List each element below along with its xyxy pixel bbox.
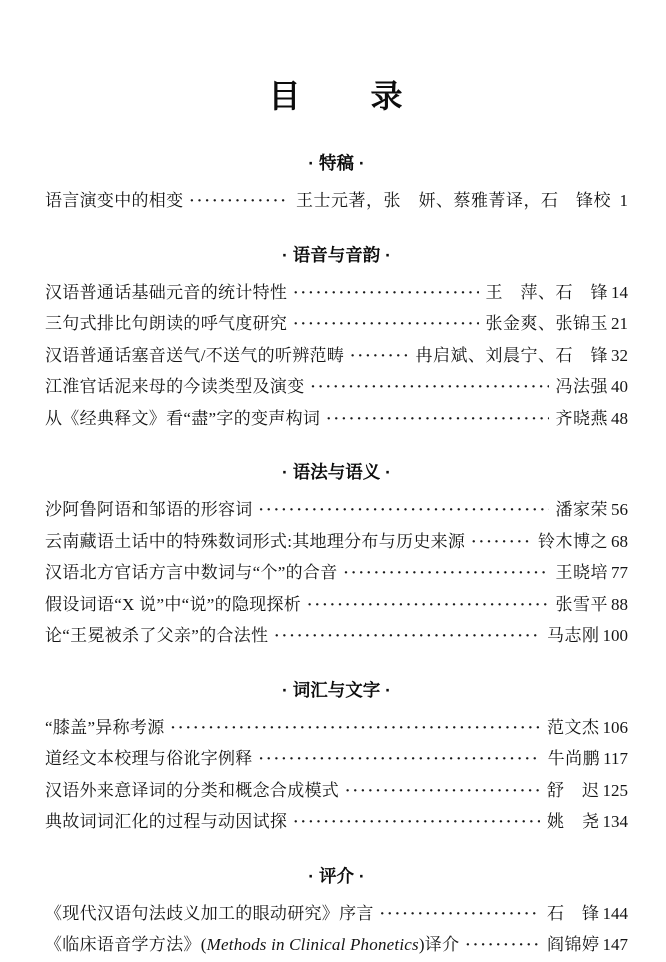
toc-entry bbox=[45, 186, 628, 218]
entry-author: 马志刚 bbox=[547, 626, 600, 645]
toc-entry bbox=[45, 744, 628, 776]
entry-title: 汉语普通话基础元音的统计特性 bbox=[45, 282, 288, 302]
section-heading: · 特稿 · bbox=[308, 153, 365, 173]
entry-title: 云南藏语土话中的特殊数词形式:其地理分布与历史来源 bbox=[45, 531, 466, 551]
entry-page-number: 1 bbox=[619, 191, 628, 210]
entry-title: 论“王冕被杀了父亲”的合法性 bbox=[45, 626, 269, 645]
dot-leader bbox=[259, 496, 549, 526]
section-reviews bbox=[45, 865, 628, 962]
entry-author: 铃木博之 bbox=[538, 531, 608, 551]
entry-page-number: 117 bbox=[603, 749, 628, 768]
entry-title: 汉语北方官话方言中数词与“个”的合音 bbox=[45, 563, 338, 582]
entry-page-number: 40 bbox=[611, 377, 628, 396]
dot-leader bbox=[345, 777, 540, 807]
entry-author: 牛尚鹏 bbox=[547, 749, 601, 768]
entry-author: 范文杰 bbox=[547, 717, 600, 737]
entry-author: 阎锦婷 bbox=[547, 935, 600, 954]
toc-entry bbox=[45, 404, 628, 436]
toc-entry bbox=[45, 495, 628, 527]
entry-page-number: 88 bbox=[611, 594, 628, 614]
entry-page-number: 147 bbox=[602, 935, 628, 954]
entry-title: 典故词词汇化的过程与动因试探 bbox=[45, 812, 288, 831]
dot-leader bbox=[350, 342, 408, 372]
section-lexicon-writing bbox=[45, 679, 628, 839]
entry-author: 潘家荣 bbox=[555, 500, 608, 519]
section-heading: · 语法与语义 · bbox=[282, 462, 391, 482]
section-heading: · 词汇与文字 · bbox=[282, 679, 391, 700]
toc-entry bbox=[45, 776, 628, 808]
toc-entry bbox=[45, 309, 628, 341]
entry-page-number: 32 bbox=[611, 345, 628, 365]
section-phonetics-phonology bbox=[45, 244, 628, 436]
dot-leader bbox=[293, 808, 540, 838]
entry-title-cjk: 《临床语音学方法》( bbox=[45, 935, 207, 954]
entry-author: 王士元著，张 妍、蔡雅菁译，石 锋校 bbox=[296, 191, 611, 210]
entry-author: 冯法强 bbox=[555, 377, 608, 396]
dot-leader bbox=[380, 900, 540, 930]
dot-leader bbox=[311, 373, 549, 403]
entry-author: 冉启斌、刘晨宁、石 锋 bbox=[415, 345, 608, 365]
entry-title-english-italic: Methods in Clinical Phonetics bbox=[206, 935, 419, 954]
entry-title: “膝盖”异称考源 bbox=[45, 717, 165, 737]
entry-author: 王晓培 bbox=[555, 563, 608, 582]
entry-title: 假设词语“X 说”中“说”的隐现探析 bbox=[45, 594, 302, 614]
toc-entry bbox=[45, 930, 628, 962]
entry-title: 汉语外来意译词的分类和概念合成模式 bbox=[45, 780, 340, 800]
entry-page-number: 134 bbox=[602, 812, 628, 831]
entry-author: 王 萍、石 锋 bbox=[485, 282, 608, 302]
entry-author: 张雪平 bbox=[555, 594, 608, 614]
toc-entry bbox=[45, 278, 628, 310]
toc-entry bbox=[45, 558, 628, 590]
entry-author: 舒 迟 bbox=[547, 780, 600, 800]
entry-title: 语言演变中的相变 bbox=[45, 191, 184, 210]
toc-entry bbox=[45, 899, 628, 931]
entry-page-number: 21 bbox=[611, 314, 628, 333]
toc-entry bbox=[45, 713, 628, 745]
entry-title: 江淮官话泥来母的今读类型及演变 bbox=[45, 377, 305, 396]
entry-title: 沙阿鲁阿语和邹语的形容词 bbox=[45, 500, 253, 519]
entry-page-number: 68 bbox=[611, 531, 628, 551]
dot-leader bbox=[307, 591, 548, 621]
dot-leader bbox=[344, 559, 549, 589]
toc-entry bbox=[45, 372, 628, 404]
entry-title: 道经文本校理与俗讹字例释 bbox=[45, 749, 253, 768]
entry-title bbox=[45, 930, 459, 960]
section-special-contribution bbox=[45, 152, 628, 218]
entry-title: 《现代汉语句法歧义加工的眼动研究》序言 bbox=[45, 903, 374, 923]
dot-leader bbox=[259, 745, 541, 775]
dot-leader bbox=[293, 279, 478, 309]
entry-page-number: 100 bbox=[602, 626, 628, 645]
dot-leader bbox=[189, 187, 289, 217]
dot-leader bbox=[293, 310, 478, 340]
toc-entry bbox=[45, 527, 628, 559]
section-grammar-semantics bbox=[45, 461, 628, 653]
entry-title: 汉语普通话塞音送气/不送气的听辨范畴 bbox=[45, 345, 345, 365]
dot-leader bbox=[274, 622, 540, 652]
toc-entry bbox=[45, 341, 628, 373]
entry-author: 石 锋 bbox=[547, 903, 600, 923]
entry-title: 从《经典释文》看“盡”字的变声构词 bbox=[45, 408, 321, 428]
dot-leader bbox=[465, 931, 540, 961]
entry-title-cjk: )译介 bbox=[418, 935, 460, 954]
entry-title: 三句式排比句朗读的呼气度研究 bbox=[45, 314, 288, 333]
entry-page-number: 56 bbox=[611, 500, 628, 519]
section-heading: · 评介 · bbox=[308, 865, 365, 886]
entry-page-number: 14 bbox=[611, 282, 628, 302]
entry-page-number: 48 bbox=[611, 408, 628, 428]
entry-page-number: 106 bbox=[602, 717, 628, 737]
dot-leader bbox=[326, 405, 548, 435]
entry-page-number: 125 bbox=[602, 780, 628, 800]
entry-author: 张金爽、张锦玉 bbox=[485, 314, 608, 333]
dot-leader bbox=[471, 528, 531, 558]
entry-page-number: 77 bbox=[611, 563, 628, 582]
dot-leader bbox=[171, 714, 541, 744]
toc-entry bbox=[45, 590, 628, 622]
entry-author: 齐晓燕 bbox=[555, 408, 608, 428]
toc-entry bbox=[45, 621, 628, 653]
toc-entry bbox=[45, 807, 628, 839]
entry-author: 姚 尧 bbox=[547, 812, 600, 831]
entry-page-number: 144 bbox=[602, 903, 628, 923]
page-title: 目 录 bbox=[268, 78, 405, 114]
section-heading: · 语音与音韵 · bbox=[282, 244, 391, 265]
